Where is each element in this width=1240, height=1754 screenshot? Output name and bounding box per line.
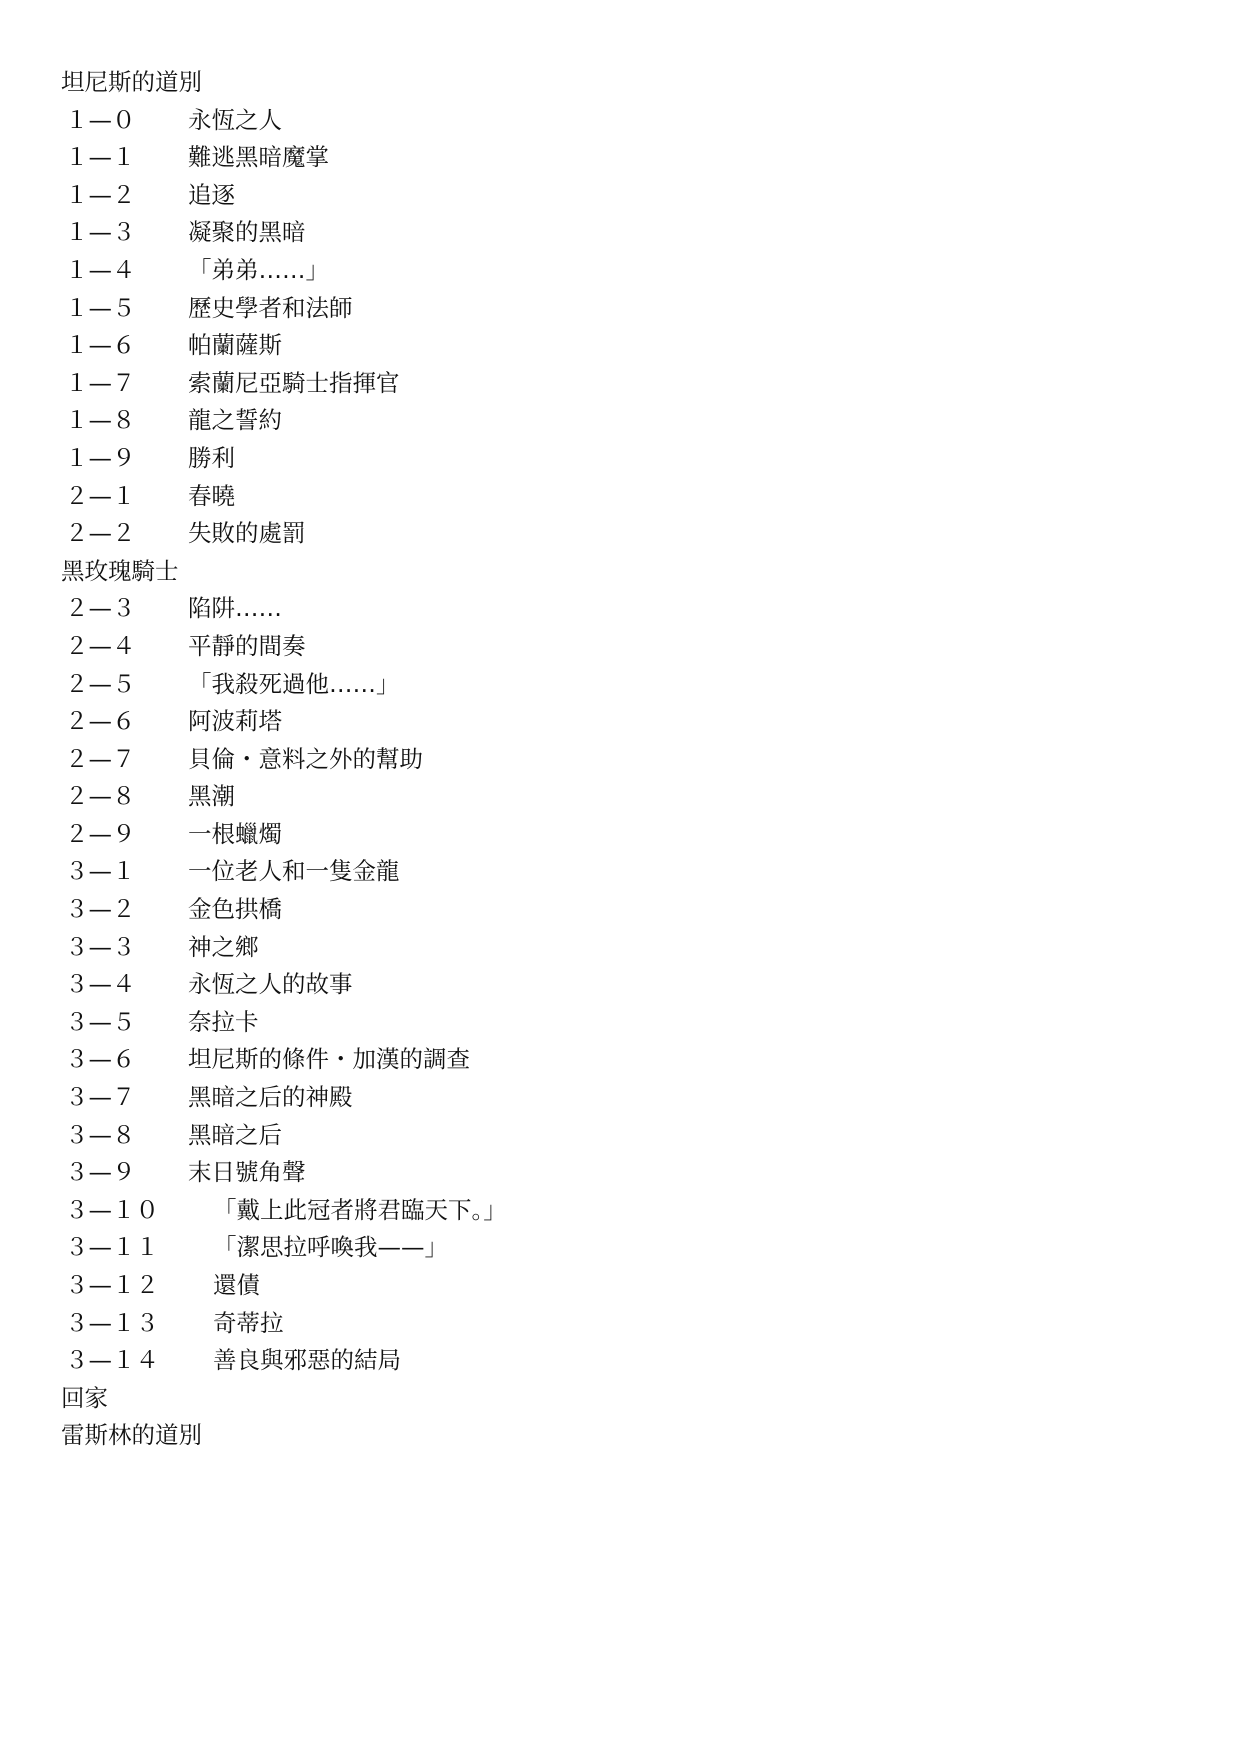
chapter-title: 神之鄉 xyxy=(188,932,259,961)
chapter-number: ３—１０ xyxy=(65,1195,159,1224)
toc-entry xyxy=(61,628,1181,666)
chapter-number: １—１ xyxy=(65,143,136,172)
toc-entry xyxy=(61,365,1181,403)
chapter-title: 難逃黑暗魔掌 xyxy=(188,143,329,172)
chapter-title: 帕蘭薩斯 xyxy=(188,331,282,360)
chapter-number: １—８ xyxy=(65,406,136,435)
toc-entry xyxy=(61,1229,1181,1267)
chapter-number: ２—５ xyxy=(65,669,136,698)
toc-entry xyxy=(61,703,1181,741)
toc-entry xyxy=(61,177,1181,215)
chapter-number: １—７ xyxy=(65,368,136,397)
chapter-number: ２—９ xyxy=(65,819,136,848)
chapter-title: 「弟弟……」 xyxy=(188,255,329,284)
section-heading: 坦尼斯的道別 xyxy=(61,68,202,96)
chapter-title: 「潔思拉呼喚我——」 xyxy=(213,1233,448,1262)
chapter-title: 凝聚的黑暗 xyxy=(188,218,306,247)
chapter-number: １—０ xyxy=(65,105,136,134)
chapter-title: 勝利 xyxy=(188,443,235,472)
chapter-title: 「我殺死過他……」 xyxy=(188,669,400,698)
section-heading: 黑玫瑰騎士 xyxy=(61,556,179,585)
toc-entry xyxy=(61,741,1181,779)
toc-entry xyxy=(61,327,1181,365)
chapter-number: １—３ xyxy=(65,218,136,247)
chapter-number: ３—１２ xyxy=(65,1271,159,1299)
chapter-title: 永恆之人 xyxy=(188,105,282,134)
chapter-title: 金色拱橋 xyxy=(188,895,282,924)
chapter-number: ３—１４ xyxy=(65,1346,159,1375)
chapter-title: 春曉 xyxy=(188,481,235,510)
chapter-number: １—６ xyxy=(65,331,136,360)
chapter-title: 陷阱…… xyxy=(188,594,282,623)
toc-entry xyxy=(61,214,1181,252)
chapter-title: 還債 xyxy=(213,1271,260,1299)
chapter-number: １—４ xyxy=(65,255,136,284)
chapter-number: ３—４ xyxy=(65,970,136,999)
chapter-title: 龍之誓約 xyxy=(188,406,282,435)
chapter-title: 坦尼斯的條件・加漢的調查 xyxy=(188,1045,470,1074)
chapter-number: ３—７ xyxy=(65,1083,136,1112)
chapter-number: ３—６ xyxy=(65,1045,136,1074)
toc-entry xyxy=(61,1154,1181,1192)
toc-entry xyxy=(61,816,1181,854)
toc-entry xyxy=(61,778,1181,816)
chapter-title: 黑潮 xyxy=(188,782,235,811)
chapter-number: ３—１ xyxy=(65,857,136,886)
chapter-number: ２—７ xyxy=(65,744,136,773)
toc-entry xyxy=(61,966,1181,1004)
chapter-title: 「戴上此冠者將君臨天下。」 xyxy=(213,1195,507,1224)
toc-entry xyxy=(61,666,1181,704)
chapter-number: ３—１３ xyxy=(65,1308,159,1337)
chapter-number: ３—１１ xyxy=(65,1233,159,1262)
toc-entry xyxy=(61,1079,1181,1117)
chapter-number: ２—４ xyxy=(65,631,136,660)
chapter-title: 貝倫・意料之外的幫助 xyxy=(188,744,423,773)
toc-entry xyxy=(61,1117,1181,1155)
toc-entry xyxy=(61,1004,1181,1042)
chapter-number: ２—１ xyxy=(65,481,136,510)
chapter-title: 黑暗之后 xyxy=(188,1120,282,1149)
chapter-title: 永恆之人的故事 xyxy=(188,970,353,999)
chapter-title: 阿波莉塔 xyxy=(188,707,282,736)
toc-entry xyxy=(61,252,1181,290)
toc-entry xyxy=(61,590,1181,628)
chapter-title: 一位老人和一隻金龍 xyxy=(188,857,400,886)
toc-entry xyxy=(61,290,1181,328)
chapter-number: ３—９ xyxy=(65,1158,136,1187)
chapter-number: ２—６ xyxy=(65,707,136,736)
toc-entry xyxy=(61,1041,1181,1079)
toc-entry xyxy=(61,1267,1181,1305)
toc-entry xyxy=(61,929,1181,967)
chapter-title: 奇蒂拉 xyxy=(213,1308,284,1337)
chapter-number: ３—３ xyxy=(65,932,136,961)
toc-entry xyxy=(61,478,1181,516)
chapter-number: １—２ xyxy=(65,180,136,209)
chapter-title: 索蘭尼亞騎士指揮官 xyxy=(188,368,400,397)
toc-entry xyxy=(61,1192,1181,1230)
chapter-title: 失敗的處罰 xyxy=(188,519,306,548)
toc-entry xyxy=(61,891,1181,929)
toc-entry xyxy=(61,853,1181,891)
section-heading: 回家 xyxy=(61,1383,108,1412)
chapter-number: ２—８ xyxy=(65,782,136,811)
toc-entry xyxy=(61,402,1181,440)
toc-entry xyxy=(61,515,1181,553)
toc-entry xyxy=(61,1305,1181,1343)
chapter-title: 追逐 xyxy=(188,180,235,209)
chapter-number: ２—３ xyxy=(65,594,136,623)
chapter-title: 歷史學者和法師 xyxy=(188,293,353,322)
toc-entry xyxy=(61,1342,1181,1380)
table-of-contents xyxy=(61,64,1181,1455)
chapter-title: 黑暗之后的神殿 xyxy=(188,1083,353,1112)
toc-entry xyxy=(61,440,1181,478)
chapter-title: 善良與邪惡的結局 xyxy=(213,1346,401,1375)
chapter-number: ３—８ xyxy=(65,1120,136,1149)
chapter-number: １—５ xyxy=(65,293,136,322)
chapter-number: ３—２ xyxy=(65,895,136,924)
chapter-title: 平靜的間奏 xyxy=(188,631,306,660)
chapter-title: 奈拉卡 xyxy=(188,1007,259,1036)
chapter-number: ３—５ xyxy=(65,1007,136,1036)
chapter-title: 一根蠟燭 xyxy=(188,819,282,848)
section-heading: 雷斯林的道別 xyxy=(61,1421,202,1450)
toc-entry xyxy=(61,102,1181,140)
chapter-number: ２—２ xyxy=(65,519,136,548)
chapter-title: 末日號角聲 xyxy=(188,1158,306,1187)
toc-entry xyxy=(61,139,1181,177)
chapter-number: １—９ xyxy=(65,443,136,472)
